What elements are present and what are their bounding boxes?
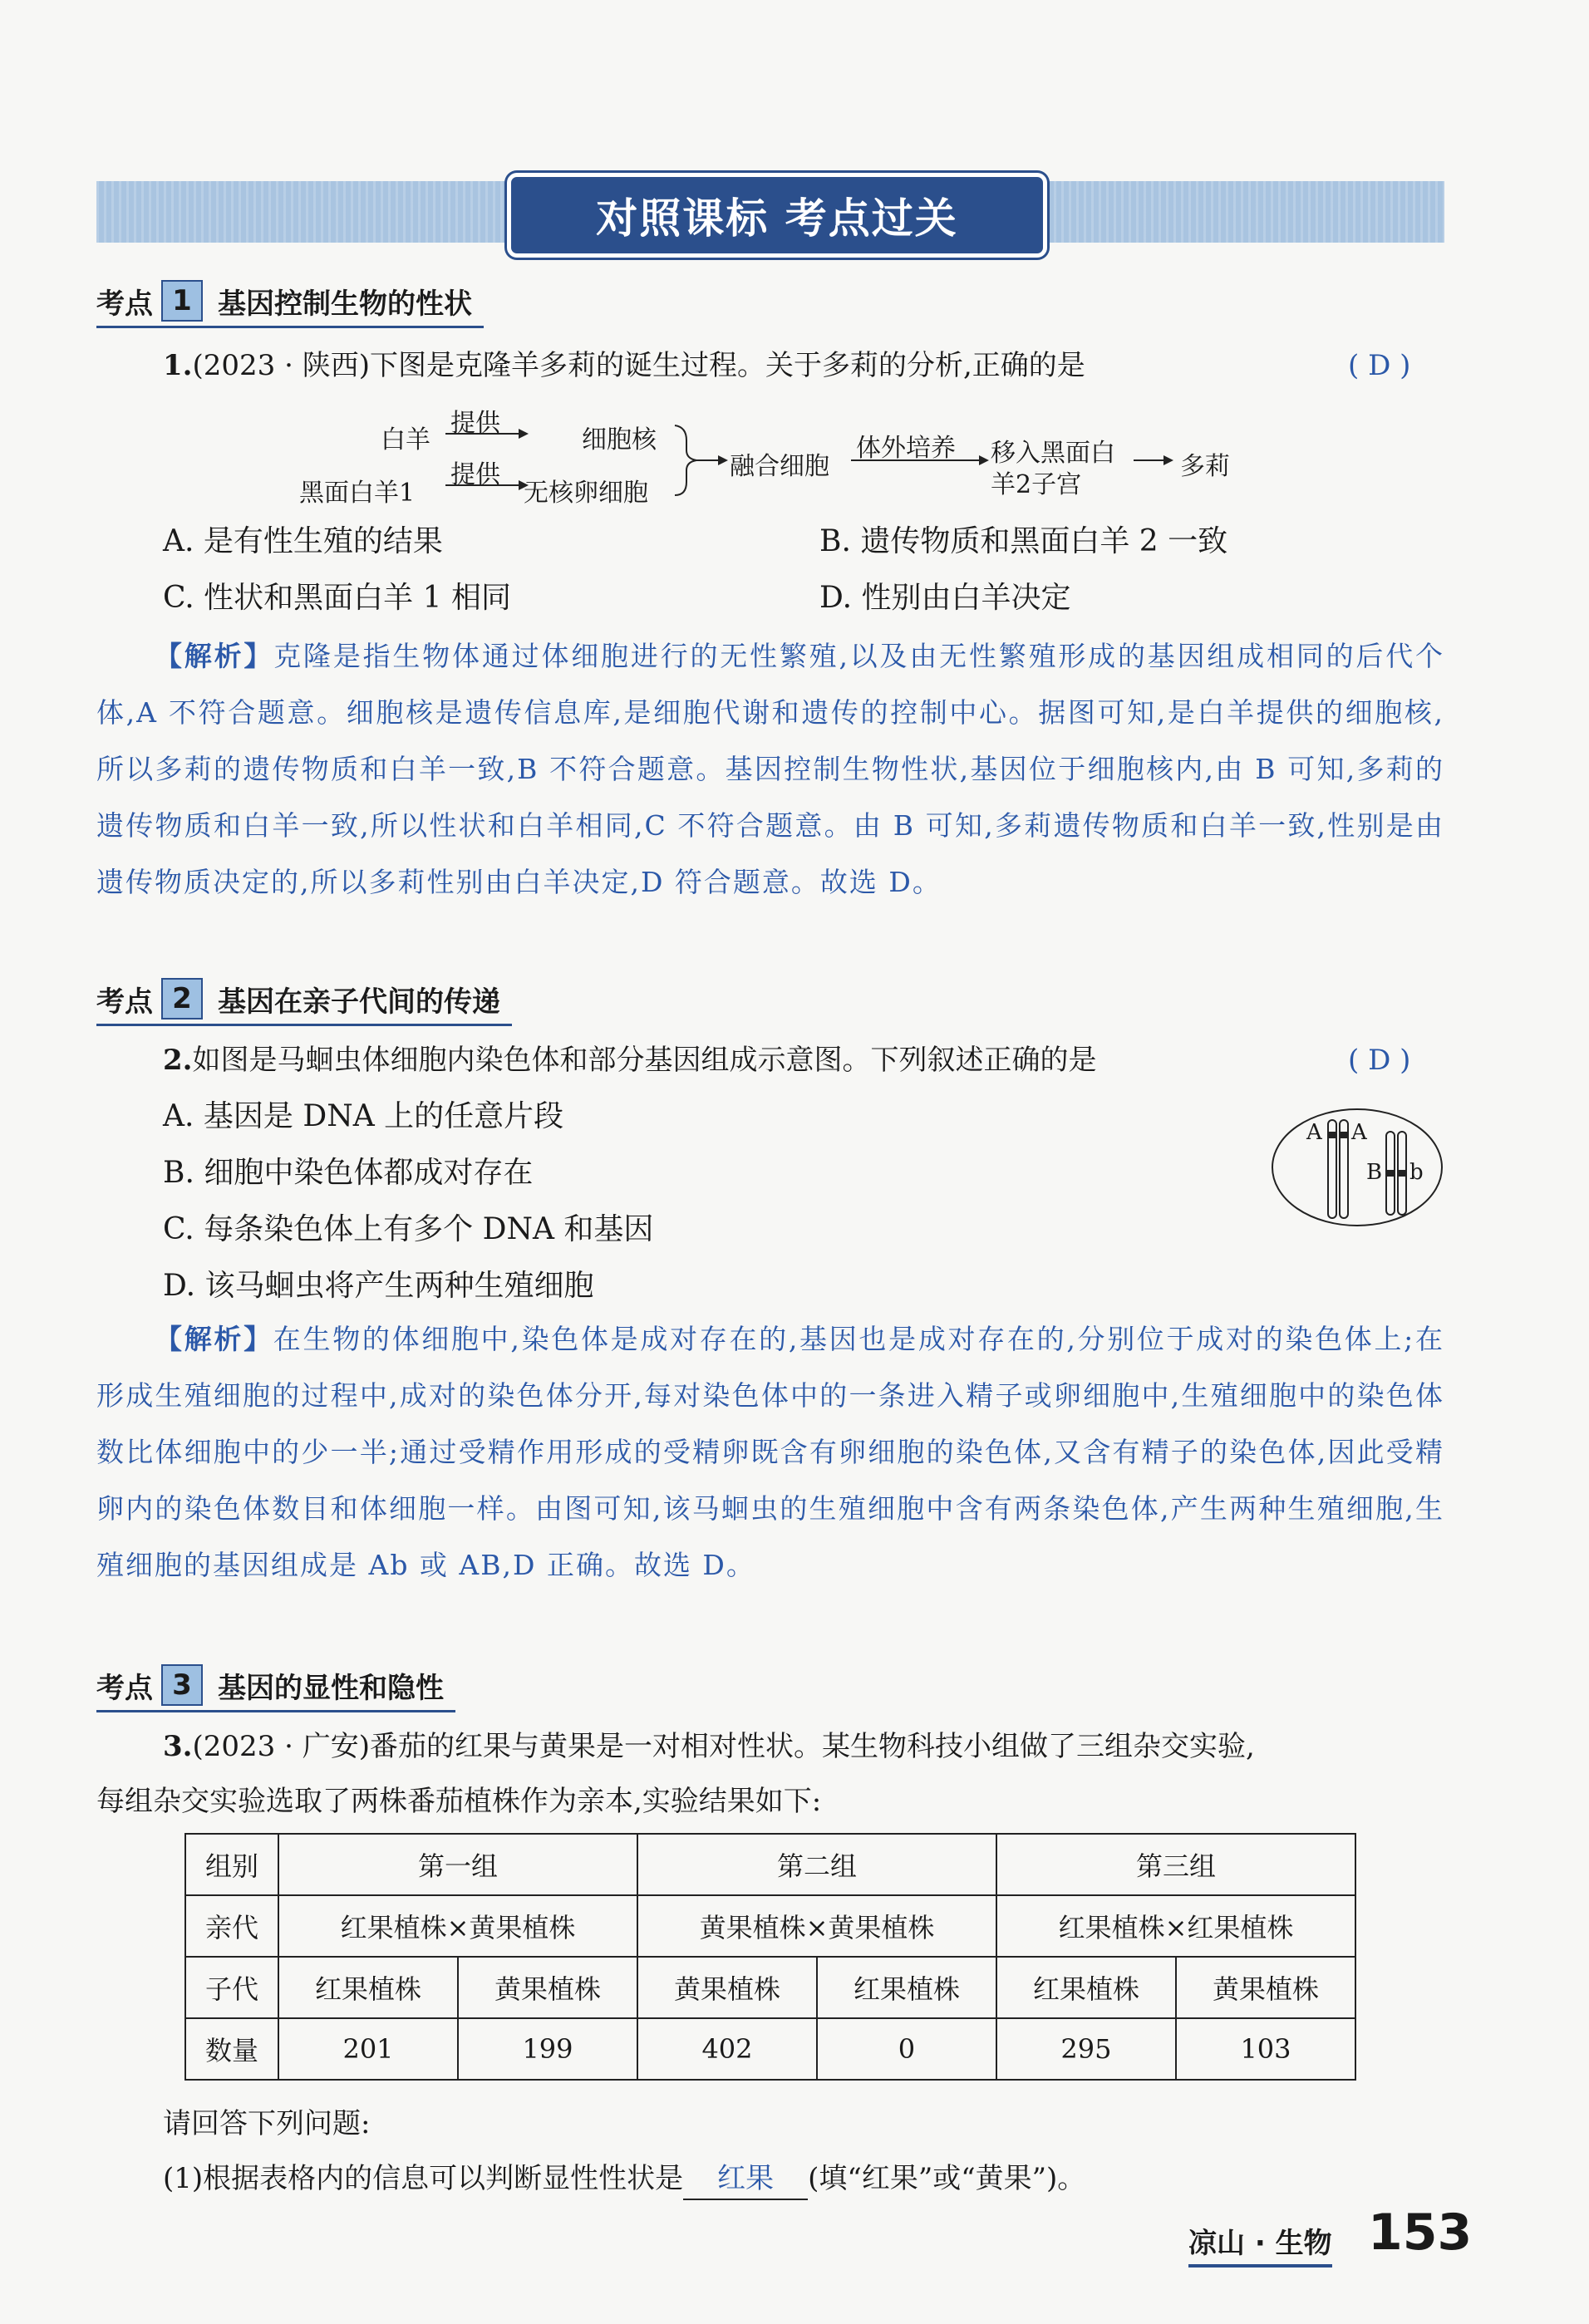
question-number: 2. <box>163 1044 193 1077</box>
gene-b-label: b <box>1409 1160 1424 1185</box>
group-header: 第一组 <box>278 1834 637 1895</box>
q2-option-d: D. 该马蛔虫将产生两种生殖细胞 <box>163 1269 594 1303</box>
table-row <box>185 1957 1355 2018</box>
label-black-sheep-1: 黑面白羊1 <box>299 479 416 508</box>
cloning-diagram <box>299 402 1255 510</box>
count-cell: 402 <box>637 2018 817 2080</box>
q2-option-c: C. 每条染色体上有多个 DNA 和基因 <box>163 1212 654 1246</box>
kaodian-3-header <box>96 1660 455 1712</box>
table-row <box>185 2018 1355 2080</box>
arrowhead <box>1163 455 1173 465</box>
sub-question-hint: (填“红果”或“黄果”)。 <box>808 2162 1086 2195</box>
question-1-stem <box>163 346 1085 386</box>
question-3-prompt: 请回答下列问题: <box>163 2107 371 2140</box>
label-provide-2: 提供 <box>450 460 500 489</box>
label-provide-1: 提供 <box>450 409 500 438</box>
table-row <box>185 1895 1355 1957</box>
page-number: 153 <box>1368 2204 1473 2262</box>
analysis-text: 在生物的体细胞中,染色体是成对存在的,基因也是成对存在的,分别位于成对的染色体上;在形成生殖细胞的过程中,成对的染色体分开,每对染色体中的一条进入精子或卵细胞中,生殖细胞中的染色体数比体细胞中的少一半;通过受精作用形成的受精卵既含有卵细胞的染色体,又含有精子的染色体,因此受精卵内的染色体数目和体细胞一样。由图可知,该马蛔虫的生殖细胞中含有两条染色体,产生两种生殖细胞,生殖细胞的基因组成是 Ab 或 AB,D 正确。故选 D。 <box>96 1323 1444 1581</box>
question-3-stem-line1 <box>163 1727 1255 1766</box>
brace <box>675 425 696 495</box>
kaodian-label: 考点 <box>96 985 153 1019</box>
count-cell: 201 <box>278 2018 458 2080</box>
parents-cell: 黄果植株×黄果植株 <box>637 1895 996 1957</box>
question-1-answer: ( D ) <box>1348 349 1411 382</box>
group-header: 第二组 <box>637 1834 996 1895</box>
sub-question-text: (1)根据表格内的信息可以判断显性性状是 <box>163 2162 684 2195</box>
offspring-cell: 红果植株 <box>817 1957 996 2018</box>
q1-option-b: B. 遗传物质和黑面白羊 2 一致 <box>819 524 1228 558</box>
q2-analysis <box>96 1311 1444 1594</box>
parents-cell: 红果植株×黄果植株 <box>278 1895 637 1957</box>
kaodian-2-header <box>96 974 512 1026</box>
question-2-stem <box>163 1040 1097 1080</box>
q1-option-a: A. 是有性生殖的结果 <box>163 524 443 558</box>
label-culture: 体外培养 <box>856 434 956 463</box>
q1-option-c: C. 性状和黑面白羊 1 相同 <box>163 581 511 615</box>
gene-A-label: A <box>1351 1120 1367 1145</box>
offspring-cell: 黄果植株 <box>1176 1957 1355 2018</box>
offspring-cell: 红果植株 <box>278 1957 458 2018</box>
gene-A-label: A <box>1306 1120 1322 1145</box>
row-header: 组别 <box>185 1834 278 1895</box>
question-text: 番茄的红果与黄果是一对相对性状。某生物科技小组做了三组杂交实验, <box>369 1730 1255 1763</box>
label-nucleus: 细胞核 <box>582 425 657 454</box>
row-header: 子代 <box>185 1957 278 2018</box>
question-3-stem-line2: 每组杂交实验选取了两株番茄植株作为亲本,实验结果如下: <box>96 1785 822 1818</box>
question-source: (2023 · 陕西) <box>192 349 370 382</box>
q1-option-d: D. 性别由白羊决定 <box>819 581 1071 615</box>
question-number: 3. <box>163 1730 193 1763</box>
kaodian-title: 基因控制生物的性状 <box>218 287 472 321</box>
kaodian-number: 2 <box>161 978 203 1020</box>
arrowhead <box>979 455 989 465</box>
question-3-sub-1 <box>163 2159 1085 2200</box>
label-transfer-line2: 羊2子宫 <box>991 470 1082 499</box>
label-transfer-line1: 移入黑面白 <box>991 439 1115 468</box>
kaodian-label: 考点 <box>96 287 153 321</box>
kaodian-title: 基因的显性和隐性 <box>218 1671 444 1705</box>
question-text: 如图是马蛔虫体细胞内染色体和部分基因组成示意图。下列叙述正确的是 <box>192 1044 1097 1077</box>
kaodian-number: 3 <box>161 1664 203 1706</box>
kaodian-label: 考点 <box>96 1671 153 1705</box>
q2-option-a: A. 基因是 DNA 上的任意片段 <box>163 1099 564 1133</box>
arrowhead <box>519 429 529 439</box>
arrowhead <box>718 455 728 465</box>
cross-results-table <box>184 1833 1356 2081</box>
kaodian-title: 基因在亲子代间的传递 <box>218 985 500 1019</box>
kaodian-number: 1 <box>161 280 203 322</box>
label-dolly: 多莉 <box>1180 452 1230 481</box>
count-cell: 295 <box>996 2018 1176 2080</box>
label-fused-cell: 融合细胞 <box>730 452 829 481</box>
row-header: 数量 <box>185 2018 278 2080</box>
row-header: 亲代 <box>185 1895 278 1957</box>
count-cell: 0 <box>817 2018 996 2080</box>
offspring-cell: 黄果植株 <box>637 1957 817 2018</box>
chromosome-diagram <box>1270 1105 1444 1230</box>
analysis-tag: 【解析】 <box>155 1323 273 1355</box>
group-header: 第三组 <box>996 1834 1355 1895</box>
analysis-text: 克隆是指生物体通过体细胞进行的无性繁殖,以及由无性繁殖形成的基因组成相同的后代个体,A 不符合题意。细胞核是遗传信息库,是细胞代谢和遗传的控制中心。据图可知,是白羊提供的细胞核,所以多莉的遗传物质和白羊一致,B 不符合题意。基因控制生物性状,基因位于细胞核内,由 B 可知,多莉的遗传物质和白羊一致,所以性状和白羊相同,C 不符合题意。由 B 可知,多莉遗传物质和白羊一致,性别是由遗传物质决定的,所以多莉性别由白羊决定,D 符合题意。故选 D。 <box>96 640 1444 898</box>
kaodian-1-header <box>96 276 484 328</box>
footer-book-name: 凉山 · 生物 <box>1188 2220 1332 2267</box>
q2-option-b: B. 细胞中染色体都成对存在 <box>163 1156 534 1190</box>
offspring-cell: 红果植株 <box>996 1957 1176 2018</box>
label-white-sheep: 白羊 <box>381 425 430 454</box>
analysis-tag: 【解析】 <box>155 640 274 672</box>
answer-blank: 红果 <box>683 2159 808 2200</box>
label-enucleated-egg: 无核卵细胞 <box>524 479 648 508</box>
offspring-cell: 黄果植株 <box>458 1957 637 2018</box>
parents-cell: 红果植株×红果植株 <box>996 1895 1355 1957</box>
table-row <box>185 1834 1355 1895</box>
question-number: 1. <box>163 349 193 382</box>
question-source: (2023 · 广安) <box>192 1730 370 1763</box>
count-cell: 103 <box>1176 2018 1355 2080</box>
question-2-answer: ( D ) <box>1348 1044 1411 1077</box>
banner-title: 对照课标 考点过关 <box>507 173 1047 258</box>
count-cell: 199 <box>458 2018 637 2080</box>
question-text: 下图是克隆羊多莉的诞生过程。关于多莉的分析,正确的是 <box>369 349 1085 382</box>
gene-B-label: B <box>1366 1160 1383 1185</box>
q1-analysis <box>96 628 1444 911</box>
